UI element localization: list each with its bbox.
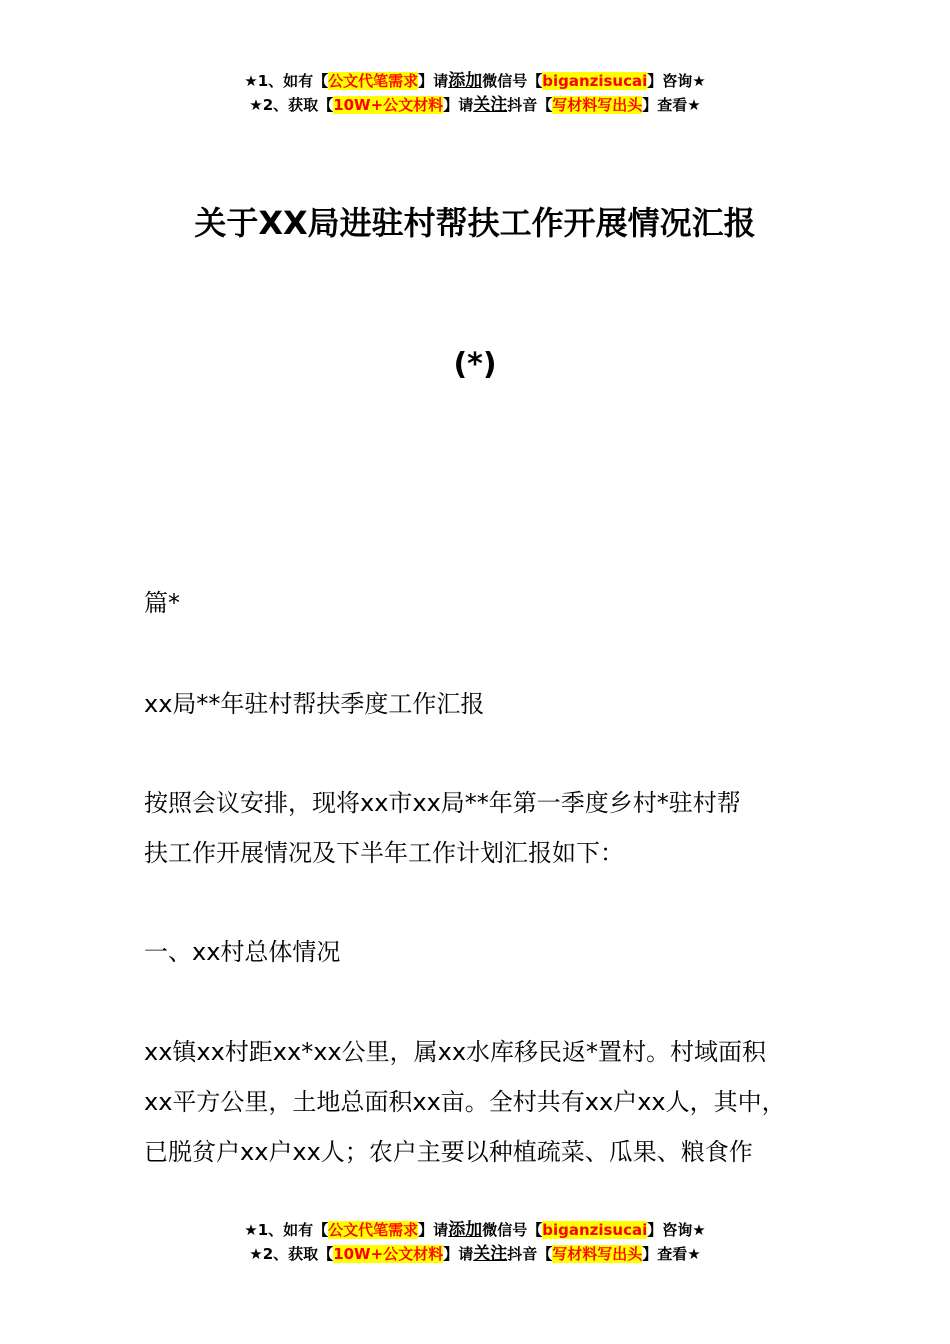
promo-text: ★2、获取【 <box>249 1245 334 1263</box>
promo-emphasis: 添加 <box>448 71 483 91</box>
section-marker <box>144 578 844 628</box>
promo-text: 微信号【 <box>482 1221 543 1239</box>
promo-wechat-id: biganzisucai <box>542 1221 648 1239</box>
promo-line-1 <box>0 1218 950 1242</box>
promo-text: 微信号【 <box>482 72 543 90</box>
paragraph-line: 一、xx村总体情况 <box>144 938 341 966</box>
promo-text: ★1、如有【 <box>244 72 329 90</box>
promo-text: ★2、获取【 <box>249 96 334 114</box>
promo-highlight: 公文代笔需求 <box>328 1221 419 1239</box>
paragraph-line: 已脱贫户xx户xx人；农户主要以种植疏菜、瓜果、粮食作 <box>144 1138 753 1166</box>
section-heading <box>144 927 844 977</box>
promo-text: 】请 <box>418 1221 449 1239</box>
promo-text: ★1、如有【 <box>244 1221 329 1239</box>
promo-text: 】请 <box>443 1245 474 1263</box>
document-title: 关于XX局进驻村帮扶工作开展情况汇报 <box>194 204 756 242</box>
paragraph-line: xx局**年驻村帮扶季度工作汇报 <box>144 690 485 718</box>
paragraph-line: 篇* <box>144 589 180 617</box>
paragraph-line: 扶工作开展情况及下半年工作计划汇报如下： <box>144 839 624 867</box>
paragraph-line: xx平方公里，土地总面积xx亩。全村共有xx户xx人，其中， <box>144 1088 786 1116</box>
promo-text: 】咨询★ <box>647 72 706 90</box>
promo-highlight: 公文代笔需求 <box>328 72 419 90</box>
promo-banner-bottom <box>0 1218 950 1266</box>
promo-text: 抖音【 <box>507 96 553 114</box>
village-overview-paragraph <box>144 1027 844 1177</box>
promo-highlight: 10W+公文材料 <box>333 1245 444 1263</box>
promo-banner-top <box>0 69 950 117</box>
paragraph-line: xx镇xx村距xx*xx公里，属xx水库移民返*置村。村域面积 <box>144 1038 767 1066</box>
promo-text: 】查看★ <box>642 96 701 114</box>
promo-wechat-id: biganzisucai <box>542 72 648 90</box>
promo-text: 】查看★ <box>642 1245 701 1263</box>
report-heading <box>144 679 844 729</box>
promo-douyin-id: 写材料写出头 <box>552 1245 643 1263</box>
promo-emphasis: 关注 <box>473 95 508 115</box>
promo-line-2 <box>0 93 950 117</box>
promo-emphasis: 关注 <box>473 1244 508 1264</box>
promo-text: 】咨询★ <box>647 1221 706 1239</box>
intro-paragraph <box>144 778 844 878</box>
promo-emphasis: 添加 <box>448 1220 483 1240</box>
promo-text: 】请 <box>443 96 474 114</box>
paragraph-line: 按照会议安排，现将xx市xx局**年第一季度乡村*驻村帮 <box>144 789 741 817</box>
promo-douyin-id: 写材料写出头 <box>552 96 643 114</box>
promo-line-1 <box>0 69 950 93</box>
promo-text: 抖音【 <box>507 1245 553 1263</box>
promo-text: 】请 <box>418 72 449 90</box>
promo-highlight: 10W+公文材料 <box>333 96 444 114</box>
document-subtitle: (*) <box>453 347 497 382</box>
promo-line-2 <box>0 1242 950 1266</box>
